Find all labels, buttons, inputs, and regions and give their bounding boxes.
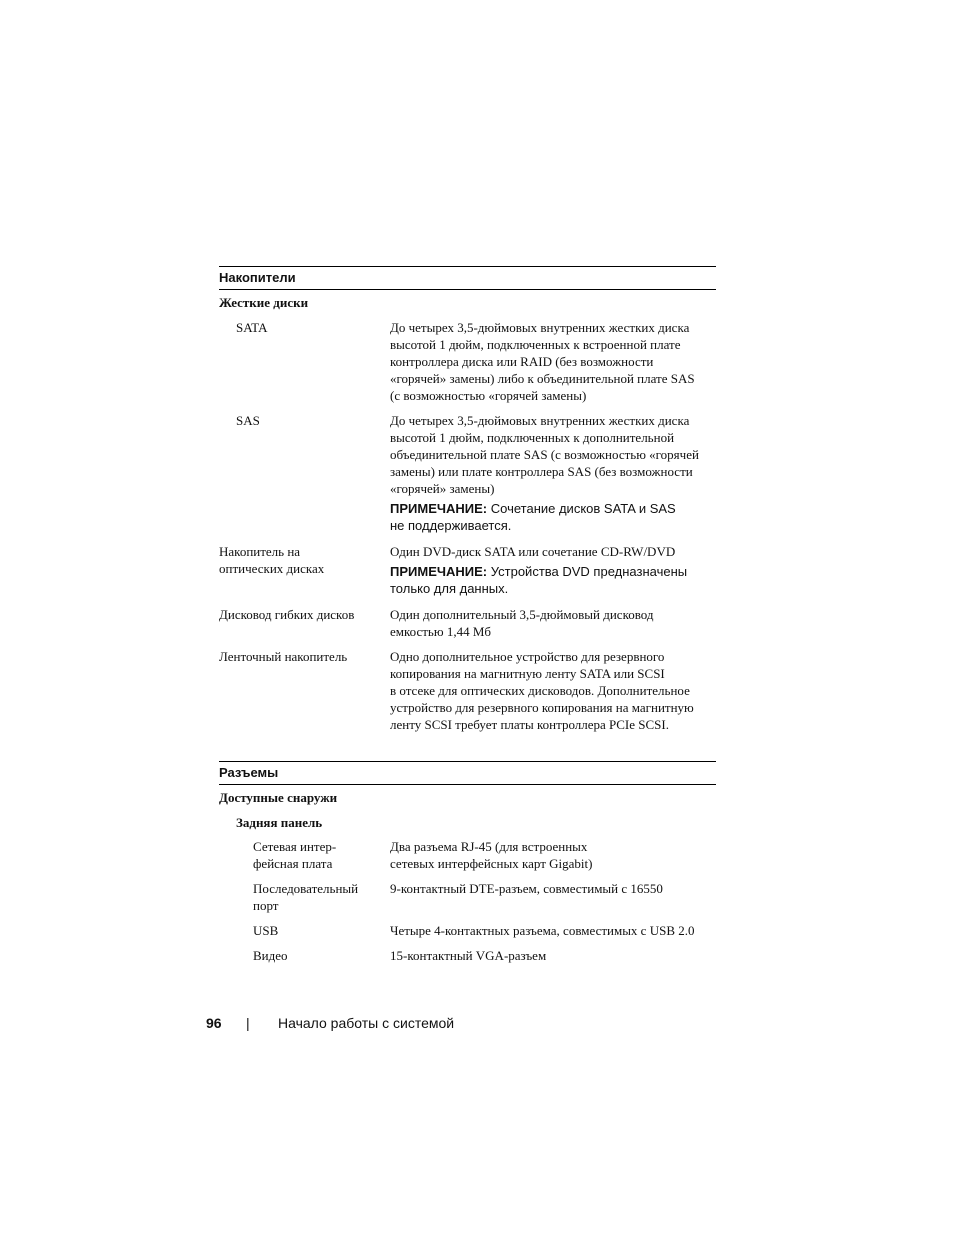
- tape-description: [390, 648, 716, 733]
- text-line: копирования на магнитную ленту SATA или SCSI: [390, 666, 665, 681]
- label-line: Накопитель на: [219, 544, 301, 559]
- text-line: объединительной плате SAS (с возможностью «горячей: [390, 447, 699, 462]
- text-line: ленту SCSI требует платы контроллера PCIe SCSI.: [390, 717, 669, 732]
- footer-title: Начало работы с системой: [278, 1015, 455, 1031]
- sata-label: SATA: [236, 320, 268, 335]
- label-line: Сетевая интер-: [253, 839, 337, 854]
- text-line: сетевых интерфейсных карт Gigabit): [390, 856, 593, 871]
- serial-description: 9-контактный DTE-разъем, совместимый с 16550: [390, 881, 663, 896]
- text-line: в отсеке для оптических дисководов. Дополнительное: [390, 683, 690, 698]
- sas-note: [390, 500, 716, 534]
- nic-description: [390, 838, 716, 872]
- note-label: ПРИМЕЧАНИЕ:: [390, 501, 488, 516]
- floppy-label: Дисковод гибких дисков: [219, 607, 355, 622]
- label-line: оптических дисках: [219, 561, 325, 576]
- text-line: Один DVD-диск SATA или сочетание CD-RW/DVD: [390, 544, 676, 559]
- text-line: Два разъема RJ-45 (для встроенных: [390, 839, 588, 854]
- note-text: не поддерживается.: [390, 518, 512, 533]
- video-description: 15-контактный VGA-разъем: [390, 948, 547, 963]
- nic-label: [253, 838, 336, 872]
- text-line: (с возможностью «горячей замены): [390, 388, 587, 403]
- label-line: порт: [253, 898, 279, 913]
- page-number: 96: [206, 1015, 222, 1031]
- text-line: «горячей» замены) либо к объединительной плате SAS: [390, 371, 695, 386]
- text-line: Один дополнительный 3,5-дюймовый дисковод: [390, 607, 654, 622]
- optical-description: [390, 543, 716, 597]
- usb-description: Четыре 4-контактных разъема, совместимых с USB 2.0: [390, 923, 695, 938]
- text-line: высотой 1 дюйм, подключенных к дополнительной: [390, 430, 675, 445]
- text-line: Одно дополнительное устройство для резервного: [390, 649, 665, 664]
- note-label: ПРИМЕЧАНИЕ:: [390, 564, 488, 579]
- note-text: только для данных.: [390, 581, 509, 596]
- text-line: контроллера диска или RAID (без возможности: [390, 354, 654, 369]
- connectors-section-title: Разъемы: [219, 761, 716, 785]
- serial-label: [253, 880, 358, 914]
- text-line: До четырех 3,5-дюймовых внутренних жестких диска: [390, 320, 690, 335]
- optical-label: [219, 543, 324, 577]
- connectors-section: [219, 761, 716, 963]
- note-text: Сочетание дисков SATA и SAS: [490, 501, 676, 516]
- label-line: Последовательный: [253, 881, 359, 896]
- text-line: «горячей» замены): [390, 481, 495, 496]
- note-text: Устройства DVD предназначены: [490, 564, 688, 579]
- text-line: высотой 1 дюйм, подключенных к встроенной плате: [390, 337, 681, 352]
- sata-description: [390, 319, 716, 404]
- external-subheading: Доступные снаружи: [219, 790, 338, 805]
- sas-description: [390, 412, 716, 534]
- drives-section: [219, 266, 716, 732]
- text-line: устройство для резервного копирования на магнитную: [390, 700, 694, 715]
- label-line: фейсная плата: [253, 856, 333, 871]
- back-panel-subheading: Задняя панель: [236, 815, 323, 830]
- text-line: емкостью 1,44 Мб: [390, 624, 491, 639]
- text-line: До четырех 3,5-дюймовых внутренних жестких диска: [390, 413, 690, 428]
- sas-label: SAS: [236, 413, 260, 428]
- drives-section-title: Накопители: [219, 266, 716, 290]
- optical-note: [390, 563, 716, 597]
- tape-label: Ленточный накопитель: [219, 649, 348, 664]
- video-label: Видео: [253, 948, 288, 963]
- footer-separator: |: [246, 1015, 250, 1031]
- floppy-description: [390, 606, 716, 640]
- hard-disks-subheading: Жесткие диски: [219, 295, 309, 310]
- text-line: замены) или плате контроллера SAS (без возможности: [390, 464, 693, 479]
- usb-label: USB: [253, 923, 279, 938]
